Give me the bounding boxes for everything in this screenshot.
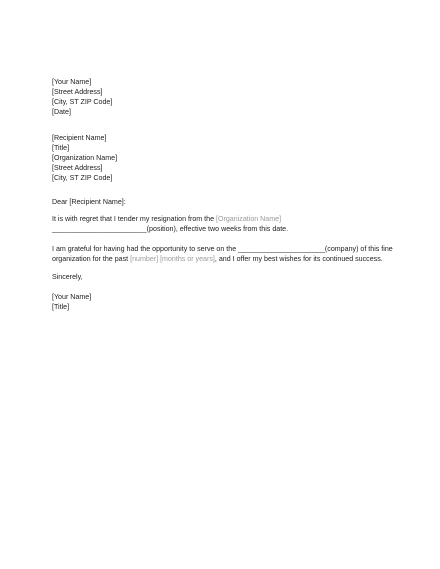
paragraph-gratitude-line2	[52, 254, 393, 264]
recipient-address-block	[52, 133, 117, 183]
paragraph-gratitude-text-start: organization for the past	[52, 255, 131, 263]
recipient-title: [Title]	[52, 144, 70, 152]
paragraph-gratitude-text-end: , and I offer my best wishes for its continued success.	[214, 255, 383, 263]
signature-name: [Your Name]	[52, 293, 92, 301]
paragraph-gratitude-line1: I am grateful for having had the opportunity to serve on the ______________________(company) of this fine	[52, 245, 393, 253]
months-or-years-placeholder: [months or years]	[160, 255, 215, 263]
letter-date: [Date]	[52, 108, 71, 116]
number-placeholder: [number]	[130, 255, 159, 263]
paragraph-resignation-text: It is with regret that I tender my resignation from the	[52, 215, 217, 223]
paragraph-resignation-line2: ________________________(position), effective two weeks from this date.	[52, 225, 289, 233]
sender-address-block	[52, 77, 112, 117]
organization-name-placeholder: [Organization Name]	[216, 215, 282, 223]
sender-name: [Your Name]	[52, 78, 92, 86]
paragraph-resignation	[52, 214, 288, 234]
sender-street: [Street Address]	[52, 88, 103, 96]
paragraph-gratitude	[52, 244, 393, 264]
closing: Sincerely,	[52, 273, 83, 281]
salutation: Dear [Recipient Name]:	[52, 198, 126, 206]
recipient-organization: [Organization Name]	[52, 154, 118, 162]
sender-city: [City, ST ZIP Code]	[52, 98, 113, 106]
signature-title: [Title]	[52, 303, 70, 311]
paragraph-resignation-line1	[52, 214, 288, 224]
signature-block	[52, 292, 91, 312]
recipient-name: [Recipient Name]	[52, 134, 107, 142]
recipient-city: [City, ST ZIP Code]	[52, 174, 113, 182]
recipient-street: [Street Address]	[52, 164, 103, 172]
